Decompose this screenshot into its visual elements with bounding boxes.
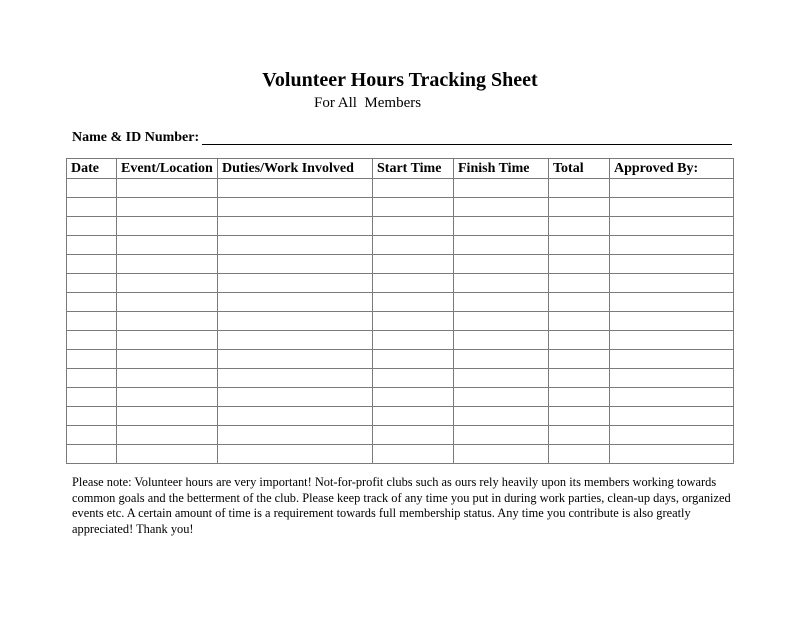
table-row [67,369,734,388]
cell-date[interactable] [67,179,117,198]
cell-duties-work-involved[interactable] [218,369,373,388]
cell-total[interactable] [549,274,610,293]
cell-total[interactable] [549,236,610,255]
note-paragraph: Please note: Volunteer hours are very important! Not-for-profit clubs such as ours rely heavily upon its members working towards common goals and the betterment of the club. Please keep track of any time you put in during work parties, clean-up days, organized events etc. A certain amount of time is a requirement towards full membership status. Any time you contribute is also greatly appreciated! Thank you! [72,475,731,536]
cell-duties-work-involved[interactable] [218,312,373,331]
table-body [67,179,734,464]
cell-finish-time[interactable] [454,274,549,293]
cell-date[interactable] [67,331,117,350]
cell-total[interactable] [549,369,610,388]
cell-duties-work-involved[interactable] [218,236,373,255]
cell-approved-by[interactable] [610,255,734,274]
cell-date[interactable] [67,198,117,217]
cell-finish-time[interactable] [454,350,549,369]
cell-event-location[interactable] [117,255,218,274]
cell-finish-time[interactable] [454,331,549,350]
cell-start-time[interactable] [373,293,454,312]
cell-start-time[interactable] [373,236,454,255]
cell-event-location[interactable] [117,445,218,464]
cell-start-time[interactable] [373,312,454,331]
cell-date[interactable] [67,388,117,407]
name-id-label: Name & ID Number: [72,130,200,145]
cell-finish-time[interactable] [454,426,549,445]
header-approved-by: Approved By: [610,159,734,179]
cell-duties-work-involved[interactable] [218,407,373,426]
cell-finish-time[interactable] [454,179,549,198]
name-id-row [72,128,732,148]
cell-date[interactable] [67,407,117,426]
table-row [67,388,734,407]
header-duties-work-involved: Duties/Work Involved [218,159,373,179]
cell-date[interactable] [67,312,117,331]
cell-total[interactable] [549,312,610,331]
cell-approved-by[interactable] [610,217,734,236]
cell-total[interactable] [549,426,610,445]
cell-approved-by[interactable] [610,179,734,198]
table-row [67,312,734,331]
cell-start-time[interactable] [373,179,454,198]
cell-finish-time[interactable] [454,369,549,388]
header-date: Date [67,159,117,179]
cell-start-time[interactable] [373,369,454,388]
cell-event-location[interactable] [117,350,218,369]
cell-approved-by[interactable] [610,312,734,331]
cell-duties-work-involved[interactable] [218,350,373,369]
table-row [67,236,734,255]
cell-total[interactable] [549,198,610,217]
cell-total[interactable] [549,350,610,369]
cell-approved-by[interactable] [610,445,734,464]
table-row [67,179,734,198]
cell-date[interactable] [67,350,117,369]
cell-event-location[interactable] [117,217,218,236]
table-row [67,217,734,236]
cell-event-location[interactable] [117,407,218,426]
header-finish-time: Finish Time [454,159,549,179]
table-row [67,350,734,369]
cell-start-time[interactable] [373,350,454,369]
cell-event-location[interactable] [117,369,218,388]
cell-date[interactable] [67,236,117,255]
header-event-location: Event/Location [117,159,218,179]
cell-duties-work-involved[interactable] [218,255,373,274]
cell-duties-work-involved[interactable] [218,217,373,236]
cell-finish-time[interactable] [454,198,549,217]
cell-duties-work-involved[interactable] [218,198,373,217]
cell-date[interactable] [67,293,117,312]
cell-approved-by[interactable] [610,331,734,350]
cell-total[interactable] [549,293,610,312]
cell-finish-time[interactable] [454,236,549,255]
table-row [67,331,734,350]
cell-duties-work-involved[interactable] [218,293,373,312]
cell-total[interactable] [549,255,610,274]
cell-start-time[interactable] [373,426,454,445]
table-row [67,445,734,464]
table-row [67,407,734,426]
cell-date[interactable] [67,217,117,236]
cell-finish-time[interactable] [454,445,549,464]
cell-event-location[interactable] [117,236,218,255]
table-row [67,293,734,312]
header-total: Total [549,159,610,179]
cell-approved-by[interactable] [610,407,734,426]
table-row [67,255,734,274]
cell-finish-time[interactable] [454,293,549,312]
cell-approved-by[interactable] [610,274,734,293]
sheet-title: Volunteer Hours Tracking Sheet [262,69,538,91]
cell-duties-work-involved[interactable] [218,274,373,293]
cell-duties-work-involved[interactable] [218,388,373,407]
cell-event-location[interactable] [117,312,218,331]
cell-approved-by[interactable] [610,236,734,255]
cell-start-time[interactable] [373,274,454,293]
cell-date[interactable] [67,445,117,464]
cell-total[interactable] [549,217,610,236]
table-row [67,198,734,217]
cell-start-time[interactable] [373,217,454,236]
cell-event-location[interactable] [117,426,218,445]
cell-approved-by[interactable] [610,350,734,369]
sheet-subtitle: For All Members [314,95,422,111]
cell-event-location[interactable] [117,293,218,312]
cell-date[interactable] [67,255,117,274]
cell-start-time[interactable] [373,255,454,274]
cell-event-location[interactable] [117,331,218,350]
cell-total[interactable] [549,407,610,426]
cell-total[interactable] [549,445,610,464]
cell-finish-time[interactable] [454,388,549,407]
cell-approved-by[interactable] [610,198,734,217]
cell-total[interactable] [549,388,610,407]
cell-duties-work-involved[interactable] [218,426,373,445]
name-id-field[interactable] [202,130,732,145]
cell-duties-work-involved[interactable] [218,331,373,350]
table-row [67,426,734,445]
cell-approved-by[interactable] [610,369,734,388]
cell-duties-work-involved[interactable] [218,179,373,198]
cell-date[interactable] [67,274,117,293]
cell-event-location[interactable] [117,274,218,293]
cell-start-time[interactable] [373,407,454,426]
cell-finish-time[interactable] [454,312,549,331]
cell-start-time[interactable] [373,445,454,464]
cell-total[interactable] [549,331,610,350]
cell-start-time[interactable] [373,331,454,350]
cell-finish-time[interactable] [454,407,549,426]
cell-event-location[interactable] [117,388,218,407]
cell-event-location[interactable] [117,198,218,217]
cell-date[interactable] [67,426,117,445]
cell-event-location[interactable] [117,179,218,198]
table-header-row [67,159,734,179]
cell-start-time[interactable] [373,198,454,217]
cell-total[interactable] [549,179,610,198]
header-start-time: Start Time [373,159,454,179]
cell-approved-by[interactable] [610,293,734,312]
cell-duties-work-involved[interactable] [218,445,373,464]
cell-date[interactable] [67,369,117,388]
table-row [67,274,734,293]
cell-approved-by[interactable] [610,426,734,445]
cell-finish-time[interactable] [454,217,549,236]
cell-approved-by[interactable] [610,388,734,407]
hours-table [66,158,734,464]
cell-start-time[interactable] [373,388,454,407]
cell-finish-time[interactable] [454,255,549,274]
